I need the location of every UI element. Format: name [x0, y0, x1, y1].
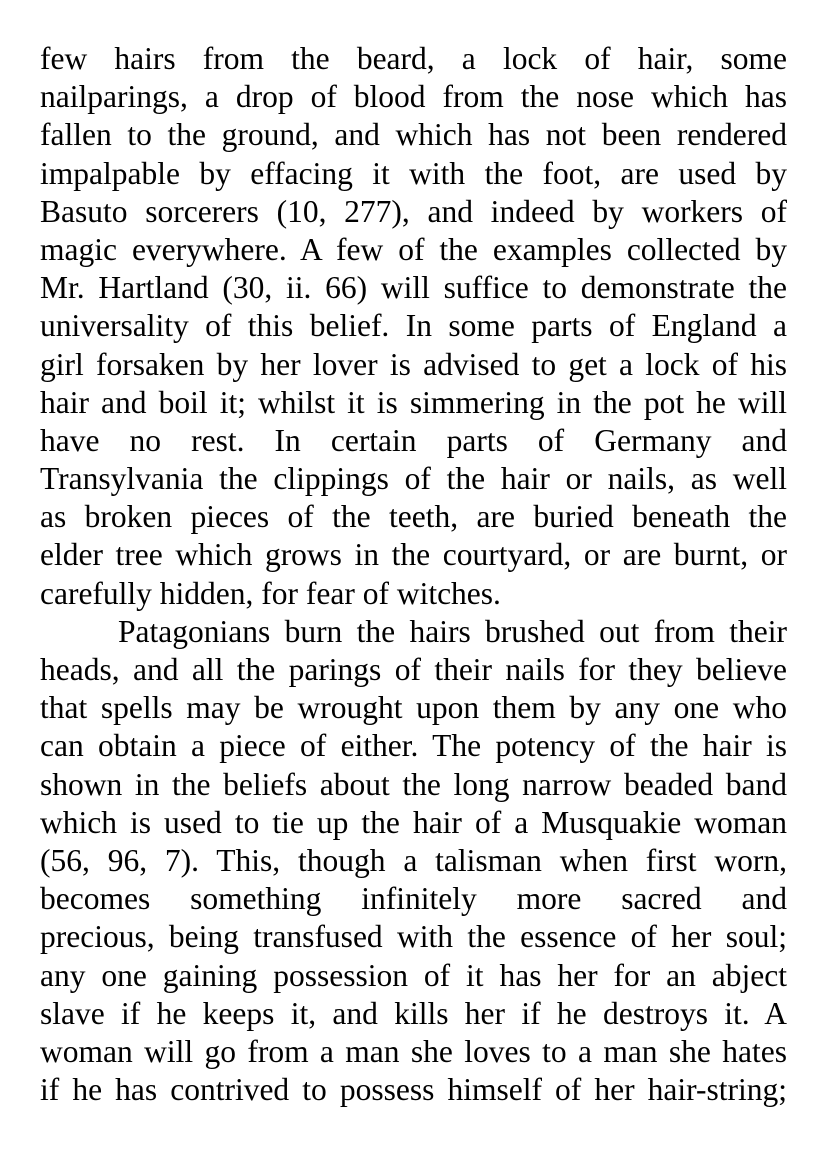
text-line: Mr. Hartland (30, ii. 66) will suffice to demonstrate the [40, 270, 787, 306]
text-line: Basuto sorcerers (10, 277), and indeed by workers of [40, 193, 787, 229]
book-page [40, 40, 787, 1109]
text-line: magic everywhere. A few of the examples collected by [40, 231, 787, 267]
text-line: precious, being transfused with the essence of her soul; [40, 919, 787, 955]
text-line: that spells may be wrought upon them by any one who [40, 690, 787, 726]
text-line: which is used to tie up the hair of a Musquakie woman [40, 804, 787, 840]
text-line: elder tree which grows in the courtyard, or are burnt, or [40, 537, 787, 573]
paragraph-1 [40, 40, 787, 613]
text-line: can obtain a piece of either. The potency of the hair is [40, 728, 787, 764]
paragraph-2 [40, 613, 787, 1109]
text-line: few hairs from the beard, a lock of hair, some [40, 41, 787, 76]
text-line: girl forsaken by her lover is advised to get a lock of his [40, 346, 787, 382]
text-line: heads, and all the parings of their nails for they believe [40, 652, 787, 687]
text-line: Transylvania the clippings of the hair or nails, as well [40, 461, 787, 497]
text-line: slave if he keeps it, and kills her if he destroys it. A [40, 995, 787, 1031]
text-line: (56, 96, 7). This, though a talisman when first worn, [40, 842, 787, 878]
text-line: if he has contrived to possess himself of her hair-string; [40, 1072, 787, 1108]
text-line: Patagonians burn the hairs brushed out from their [118, 613, 787, 649]
text-line: as broken pieces of the teeth, are buried beneath the [40, 499, 787, 535]
text-line: universality of this belief. In some parts of England a [40, 308, 787, 344]
text-line: carefully hidden, for fear of witches. [40, 575, 501, 611]
text-line: any one gaining possession of it has her for an abject [40, 957, 787, 993]
text-line: hair and boil it; whilst it is simmering in the pot he will [40, 384, 787, 420]
text-line: fallen to the ground, and which has not been rendered [40, 117, 787, 153]
text-line: nailparings, a drop of blood from the nose which has [40, 79, 787, 115]
text-line: shown in the beliefs about the long narrow beaded band [40, 766, 787, 802]
text-line: have no rest. In certain parts of Germany and [40, 422, 787, 458]
text-line: becomes something infinitely more sacred and [40, 881, 787, 917]
text-line: woman will go from a man she loves to a man she hates [40, 1033, 787, 1069]
text-line: impalpable by effacing it with the foot, are used by [40, 155, 787, 191]
